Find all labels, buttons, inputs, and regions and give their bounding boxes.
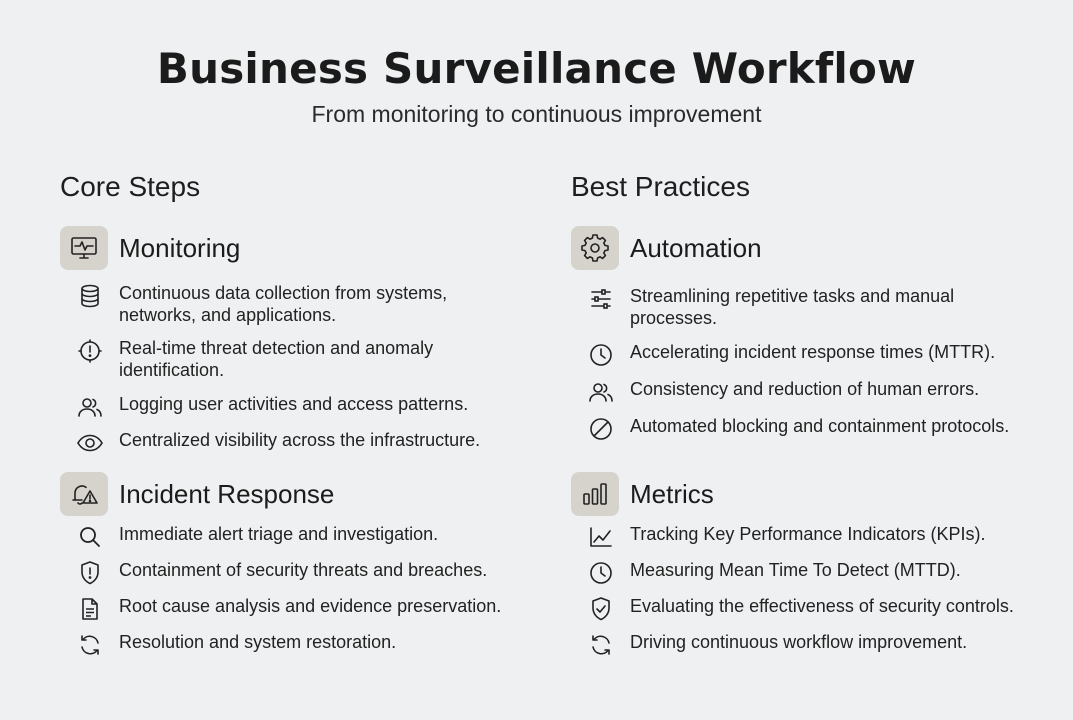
document-icon: [76, 595, 104, 623]
section-title: Automation: [630, 233, 762, 263]
sliders-icon: [587, 285, 615, 313]
list-item-text: Real-time threat detection and anomaly identification.: [119, 338, 434, 380]
section-incident-response: [60, 472, 540, 652]
list-item-text: Automated blocking and containment protocols.: [630, 416, 1010, 436]
list-item-text: Root cause analysis and evidence preservation.: [119, 596, 502, 616]
users-icon: [76, 393, 104, 421]
section-metrics: [571, 472, 1051, 652]
refresh-icon: [587, 631, 615, 659]
list-item-text: Logging user activities and access patterns.: [119, 394, 469, 414]
list-item-text: Immediate alert triage and investigation.: [119, 524, 439, 544]
list-item-text: Accelerating incident response times (MTTR).: [630, 342, 996, 362]
list-item-text: Resolution and system restoration.: [119, 632, 397, 652]
trend-line-icon: [587, 523, 615, 551]
block-icon: [587, 415, 615, 443]
section-monitoring: [60, 226, 540, 450]
section-title: Metrics: [630, 479, 714, 509]
list-item-text: Evaluating the effectiveness of security controls.: [630, 596, 1014, 616]
search-icon: [76, 523, 104, 551]
core-steps-column: [60, 170, 540, 652]
list-item-text: Tracking Key Performance Indicators (KPIs).: [630, 524, 986, 544]
clock-icon: [587, 341, 615, 369]
gear-icon: [571, 226, 619, 270]
page-title: Business Surveillance Workflow: [156, 44, 917, 93]
list-item-text: Continuous data collection from systems, networks, and applications.: [119, 283, 448, 325]
bell-alert-icon: [60, 472, 108, 516]
alert-circle-icon: [76, 337, 104, 365]
users-icon: [587, 378, 615, 406]
section-automation: [571, 226, 1051, 436]
refresh-icon: [76, 631, 104, 659]
column-heading: Best Practices: [571, 171, 750, 202]
column-heading: Core Steps: [60, 171, 201, 202]
database-icon: [76, 282, 104, 310]
monitor-pulse-icon: [60, 226, 108, 270]
shield-alert-icon: [76, 559, 104, 587]
section-title: Incident Response: [119, 479, 335, 509]
list-item-text: Containment of security threats and breaches.: [119, 560, 488, 580]
list-item-text: Consistency and reduction of human errors.: [630, 379, 980, 399]
bar-chart-icon: [571, 472, 619, 516]
list-item-text: Driving continuous workflow improvement.: [630, 632, 968, 652]
list-item-text: Streamlining repetitive tasks and manual processes.: [630, 286, 955, 328]
list-item-text: Centralized visibility across the infrastructure.: [119, 430, 481, 450]
best-practices-column: [571, 170, 1051, 652]
eye-icon: [76, 429, 104, 457]
list-item-text: Measuring Mean Time To Detect (MTTD).: [630, 560, 961, 580]
section-title: Monitoring: [119, 233, 241, 263]
page-subtitle: From monitoring to continuous improvement: [311, 101, 762, 127]
clock-icon: [587, 559, 615, 587]
shield-check-icon: [587, 595, 615, 623]
